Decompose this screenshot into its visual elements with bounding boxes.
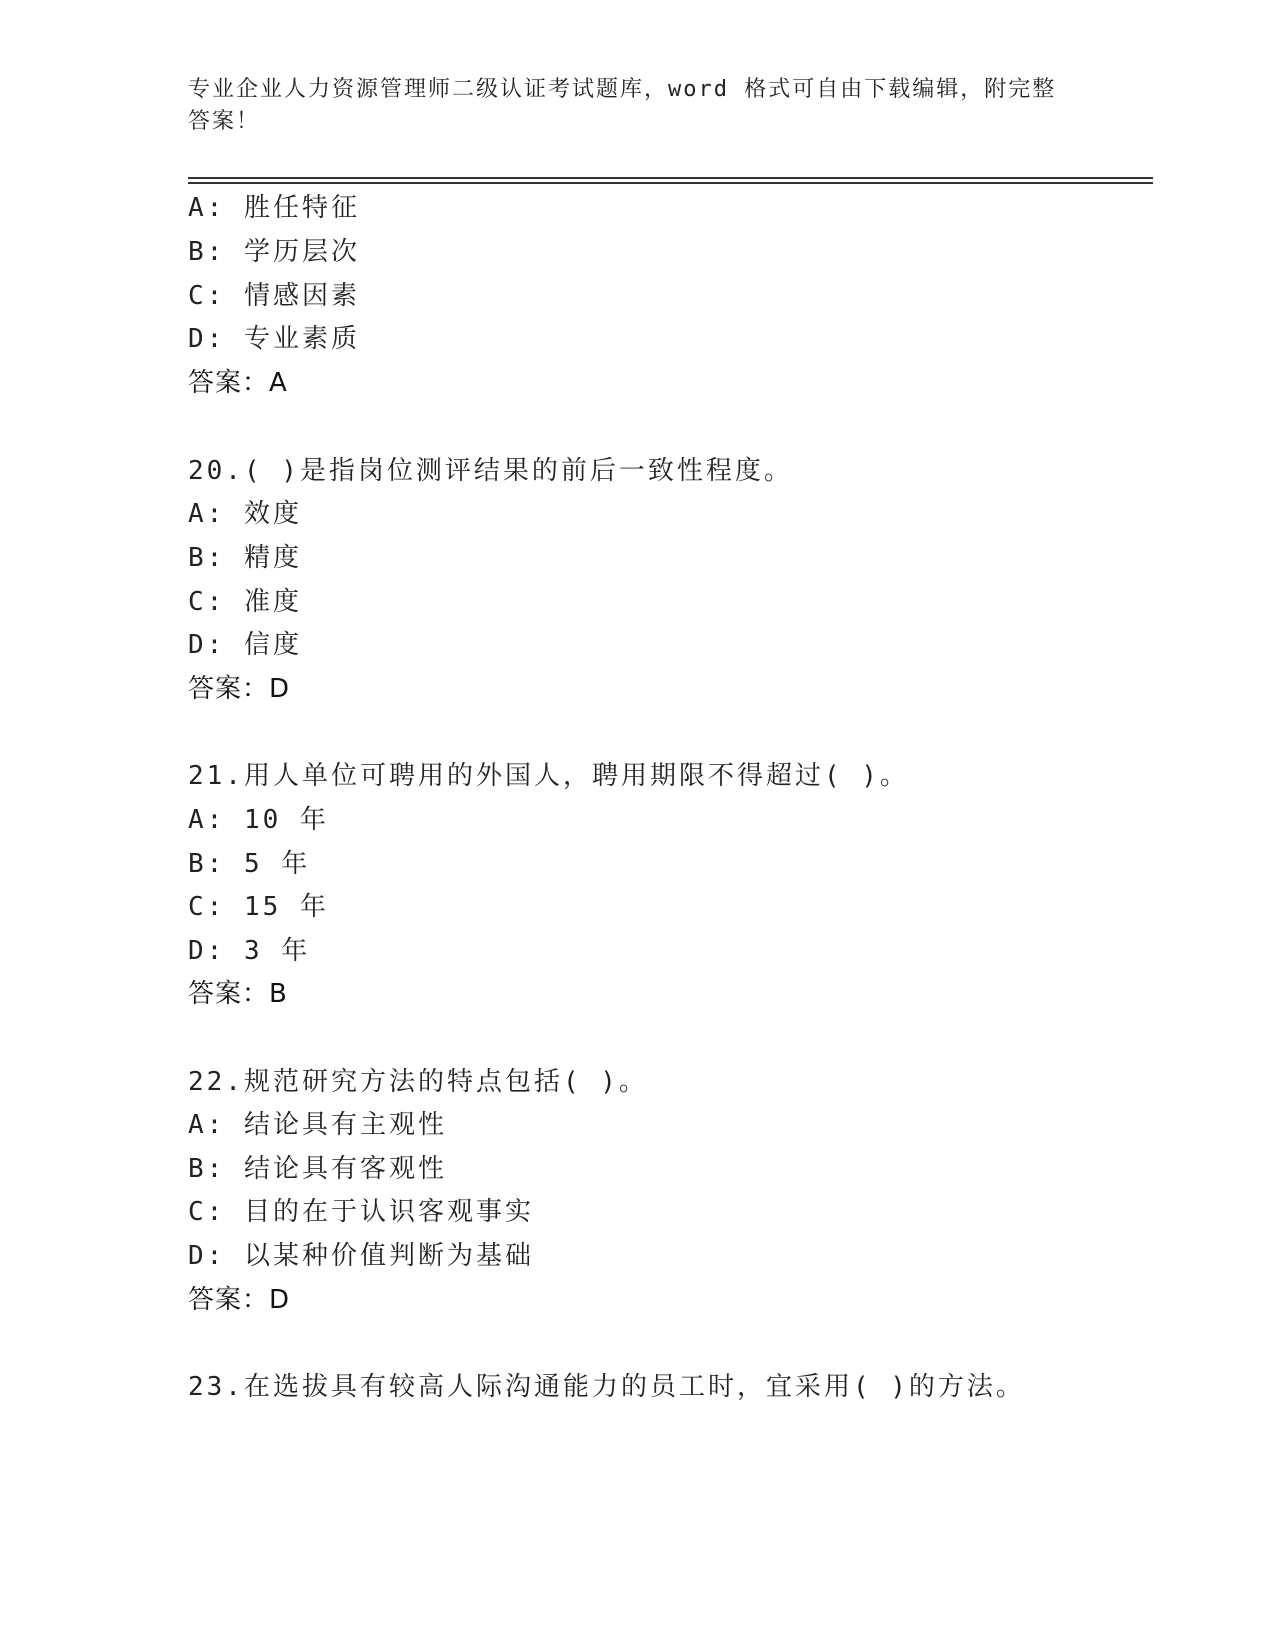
q20-option-b: B: 精度	[188, 543, 302, 573]
q22-option-b: B: 结论具有客观性	[188, 1154, 447, 1184]
q21-option-a: A: 10 年	[188, 805, 329, 835]
q19-option-a: A: 胜任特征	[188, 193, 360, 223]
q20-option-c: C: 准度	[188, 587, 302, 617]
q20-option-d: D: 信度	[188, 630, 302, 660]
q19-option-c: C: 情感因素	[188, 281, 360, 311]
q21-answer: 答案：B	[188, 979, 288, 1009]
q19-option-b: B: 学历层次	[188, 237, 360, 267]
q22-option-d: D: 以某种价值判断为基础	[188, 1241, 534, 1271]
q21-option-b: B: 5 年	[188, 849, 311, 879]
q20-answer: 答案：D	[188, 674, 291, 704]
q23-question: 23.在选拔具有较高人际沟通能力的员工时，宜采用( )的方法。	[188, 1372, 1025, 1402]
q22-question: 22.规范研究方法的特点包括( )。	[188, 1067, 648, 1097]
header-line-1: 专业企业人力资源管理师二级认证考试题库，word 格式可自由下载编辑，附完整	[188, 77, 1057, 102]
header-rule-top	[188, 177, 1153, 179]
q20-question: 20.( )是指岗位测评结果的前后一致性程度。	[188, 456, 793, 486]
header-line-2: 答案！	[188, 109, 261, 134]
q22-answer: 答案：D	[188, 1285, 291, 1315]
q22-option-c: C: 目的在于认识客观事实	[188, 1197, 534, 1227]
q22-option-a: A: 结论具有主观性	[188, 1110, 447, 1140]
q21-question: 21.用人单位可聘用的外国人，聘用期限不得超过( )。	[188, 761, 909, 791]
q19-answer: 答案：A	[188, 368, 288, 398]
q21-option-c: C: 15 年	[188, 892, 329, 922]
q21-option-d: D: 3 年	[188, 936, 311, 966]
document-header	[188, 74, 1088, 138]
header-rule-bottom	[188, 182, 1153, 184]
q20-option-a: A: 效度	[188, 499, 302, 529]
q19-option-d: D: 专业素质	[188, 324, 360, 354]
